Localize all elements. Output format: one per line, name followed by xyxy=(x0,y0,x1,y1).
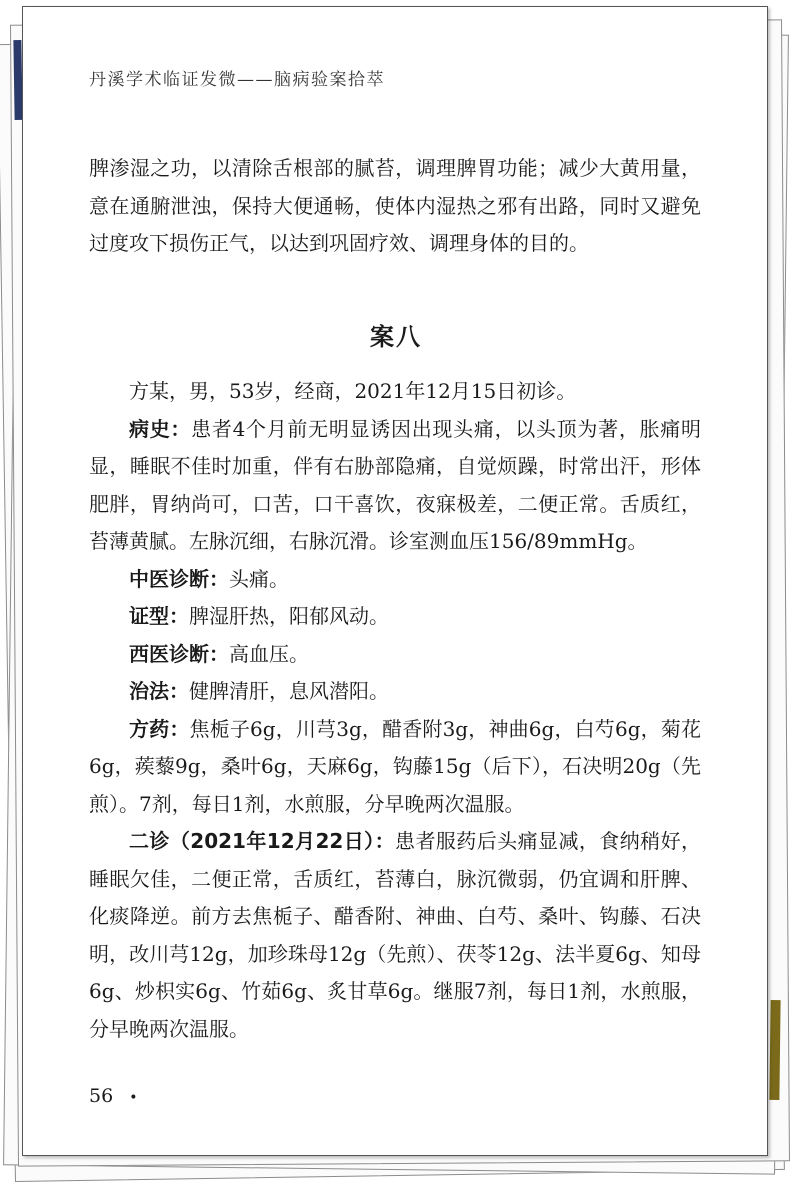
section-label: 治法： xyxy=(129,679,189,703)
section-history xyxy=(89,411,701,561)
section-label: 方药： xyxy=(129,716,190,741)
section-second-visit xyxy=(89,823,701,1048)
section-label: 二诊（2021年12月22日）： xyxy=(129,829,396,853)
book-edge-accent xyxy=(769,1000,780,1100)
page-number xyxy=(89,1085,137,1107)
section-western-diagnosis xyxy=(89,636,701,674)
section-text: 患者4个月前无明显诱因出现头痛，以头顶为著，胀痛明显，睡眠不佳时加重，伴有右胁部隐痛，自觉烦躁，时常出汗，形体肥胖，胃纳尚可，口苦，口干喜饮，夜寐极差，二便正常。舌质红，苔薄黄腻。左脉沉细，右脉沉滑。诊室测血压156/89mmHg。 xyxy=(89,416,701,553)
section-text: 焦栀子6g，川芎3g，醋香附3g，神曲6g，白芍6g，菊花6g，蒺藜9g，桑叶6g，天麻6g，钩藤15g（后下），石决明20g（先煎）。7剂，每日1剂，水煎服，分早晚两次温服。 xyxy=(89,716,702,816)
running-head: 丹溪学术临证发微——脑病验案拾萃 xyxy=(89,70,385,90)
intro-paragraph: 脾渗湿之功，以清除舌根部的腻苔，调理脾胃功能；减少大黄用量，意在通腑泄浊，保持大便通畅，使体内湿热之邪有出路，同时又避免过度攻下损伤正气，以达到巩固疗效、调理身体的目的。 xyxy=(89,156,701,255)
section-text: 健脾清肝，息风潜阳。 xyxy=(189,679,389,703)
section-label: 证型： xyxy=(129,604,189,628)
page-number-value: 56 xyxy=(89,1085,114,1107)
section-text: 脾湿肝热，阳郁风动。 xyxy=(189,604,389,628)
section-tcm-diagnosis xyxy=(89,561,701,599)
section-syndrome xyxy=(89,598,701,636)
section-label: 中医诊断： xyxy=(129,566,229,591)
page-number-mark: • xyxy=(129,1090,138,1106)
section-label: 病史： xyxy=(129,416,192,441)
patient-line: 方某，男，53岁，经商，2021年12月15日初诊。 xyxy=(129,379,577,403)
section-text: 高血压。 xyxy=(229,641,309,666)
section-text: 头痛。 xyxy=(229,566,289,591)
book-page xyxy=(22,6,768,1156)
section-prescription xyxy=(89,711,701,824)
section-text: 患者服药后头痛显减，食纳稍好，睡眠欠佳，二便正常，舌质红，苔薄白，脉沉微弱，仍宜调和肝脾、化痰降逆。前方去焦栀子、醋香附、神曲、白芍、桑叶、钩藤、石决明，改川芎12g，加珍珠母12g（先煎）、茯苓12g、法半夏6g、知母6g、炒枳实6g、竹茹6g、炙甘草6g。继服7剂，每日1剂，水煎服，分早晚两次温服。 xyxy=(89,829,702,1041)
section-label: 西医诊断： xyxy=(129,641,229,666)
case-body xyxy=(89,373,701,1048)
case-title: 案八 xyxy=(370,323,422,351)
section-treatment xyxy=(89,673,701,711)
intro-paragraph-block xyxy=(89,150,701,263)
